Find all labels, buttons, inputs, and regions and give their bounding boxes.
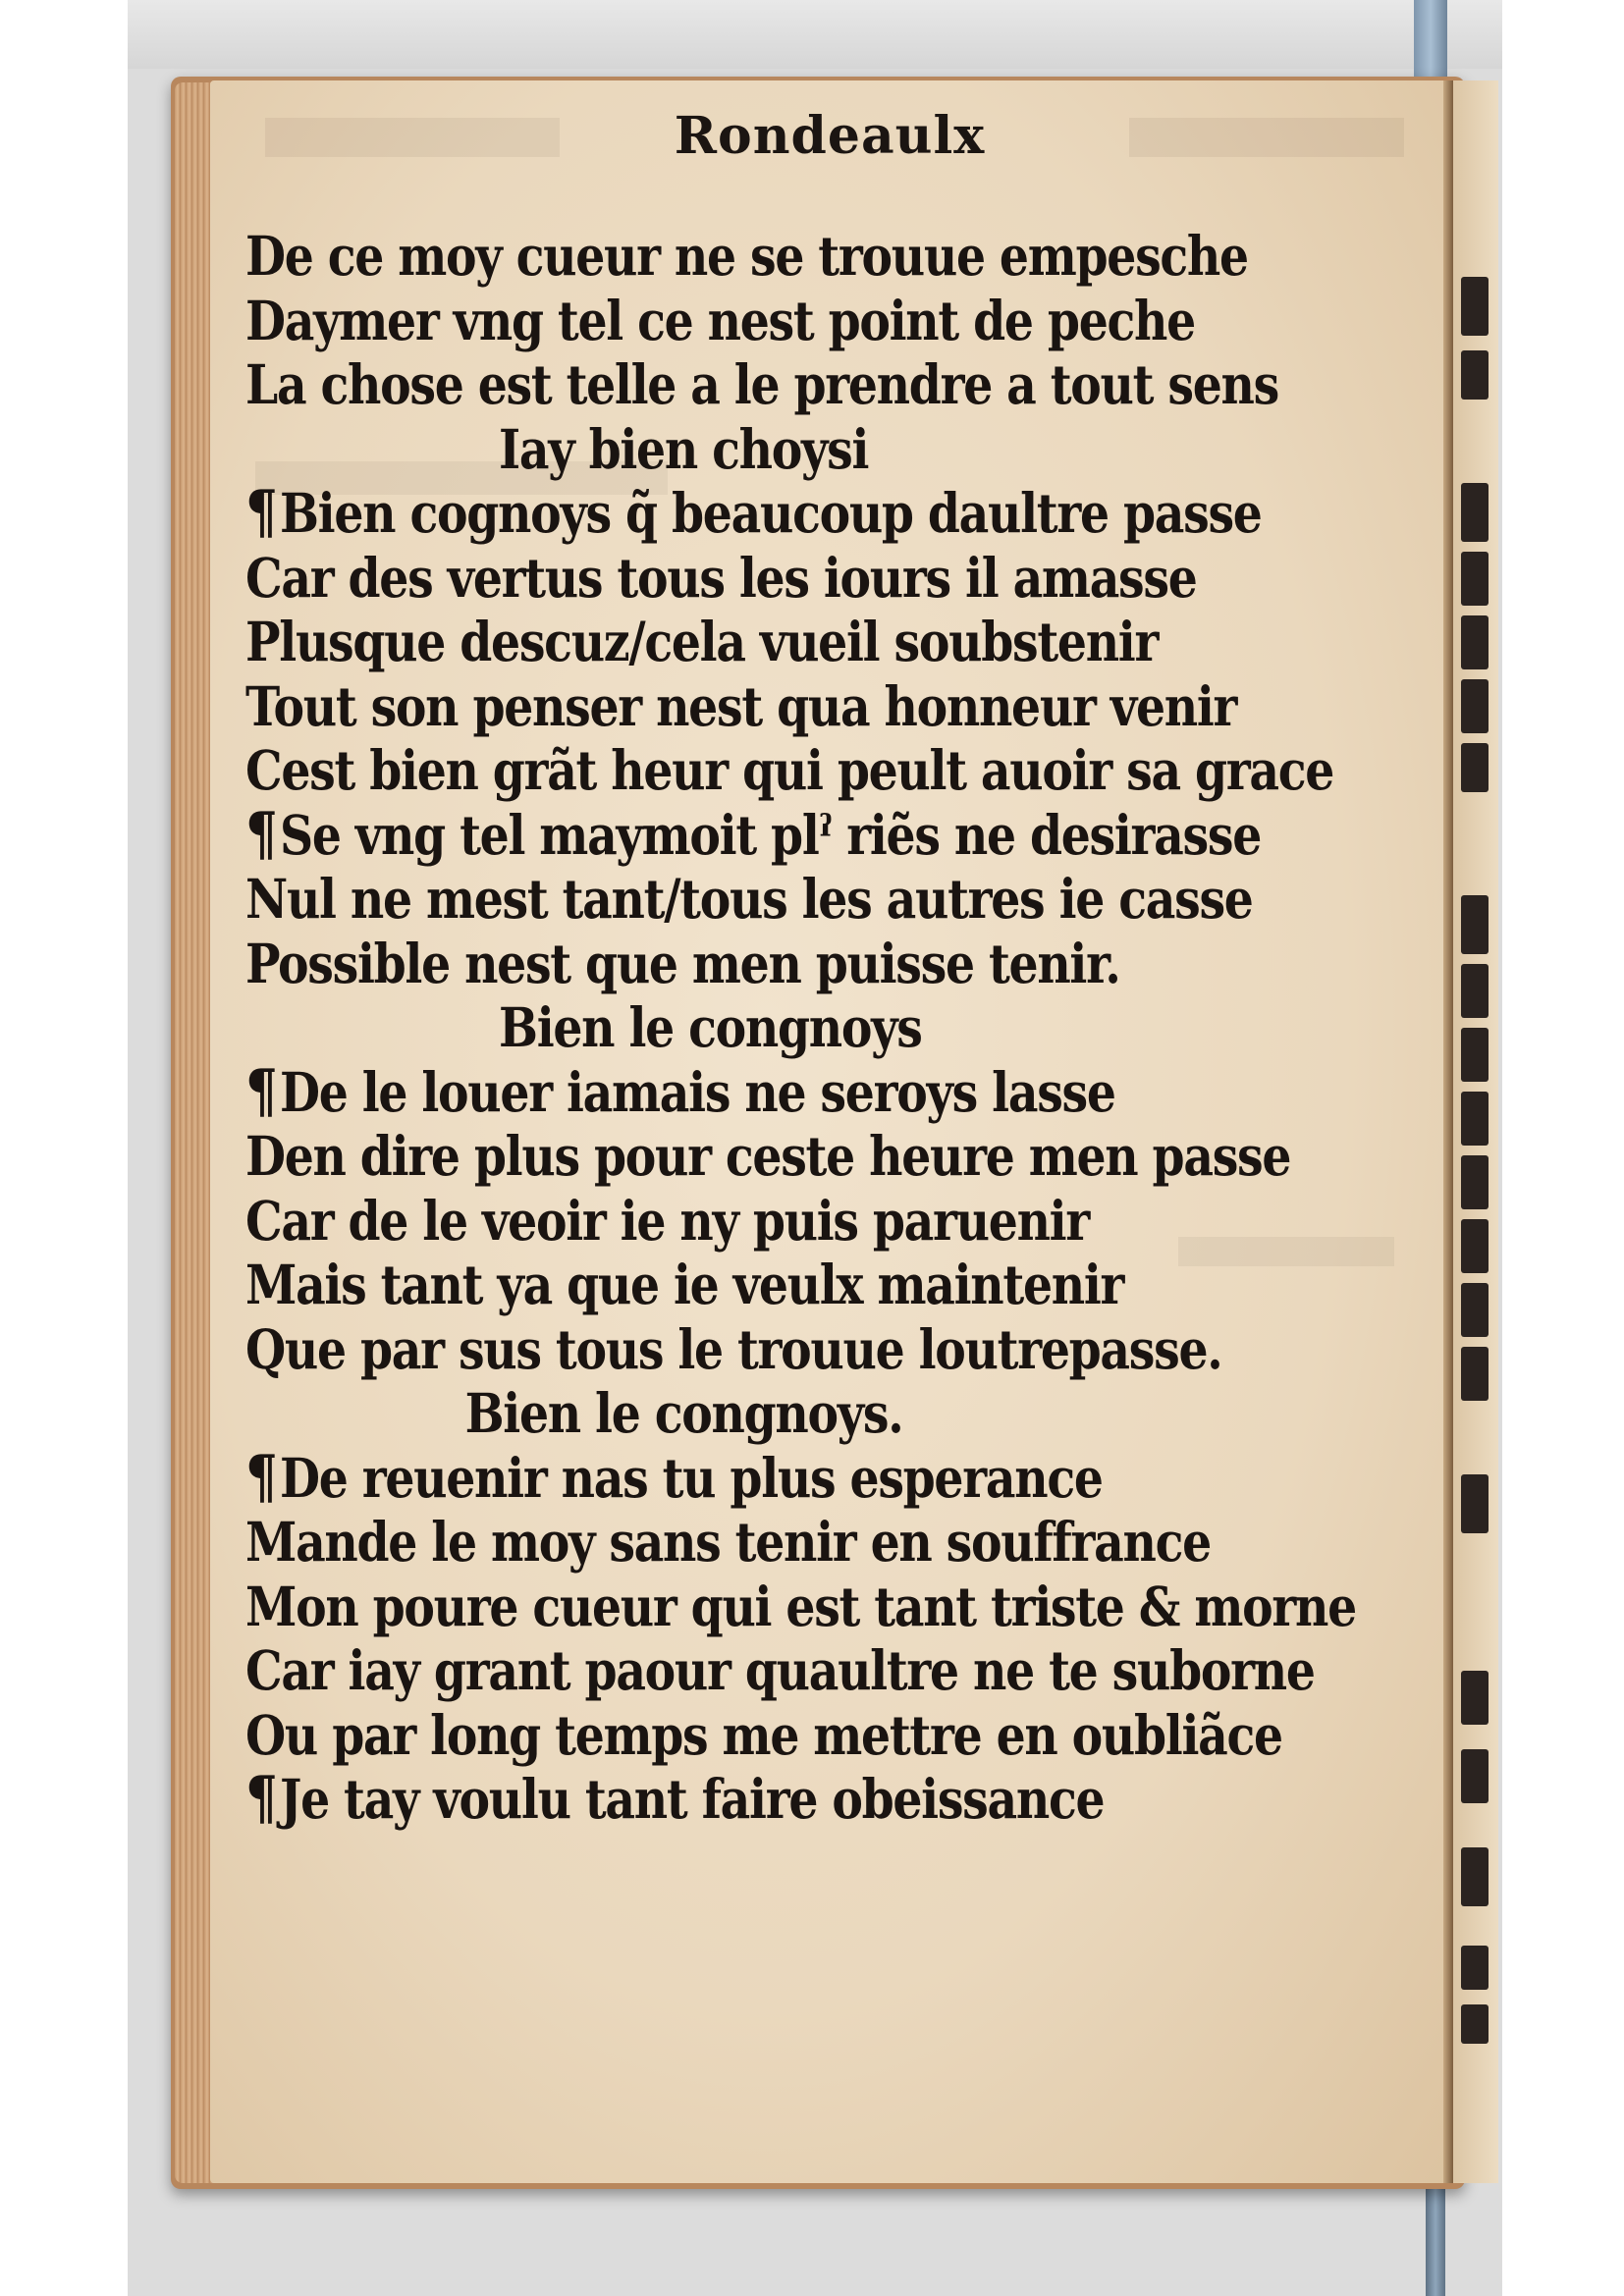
pilcrow-mark: ¶ xyxy=(245,1764,277,1833)
facing-letter-fragment xyxy=(1461,615,1489,669)
line-text: Se vng tel maymoit plˀ riẽs ne desirasse xyxy=(279,802,1262,867)
facing-page-sliver xyxy=(1453,80,1498,2183)
facing-letter-fragment xyxy=(1461,1749,1489,1803)
facing-letter-fragment xyxy=(1461,679,1489,733)
refrain-line xyxy=(245,1381,1275,1446)
verse-line xyxy=(245,1253,1275,1317)
line-text: Car des vertus tous les iours il amasse xyxy=(245,545,1197,610)
running-title: Rondeaulx xyxy=(674,106,986,166)
facing-letter-fragment xyxy=(1461,1092,1489,1146)
verse-line xyxy=(245,867,1275,932)
line-text: Mon poure cueur qui est tant triste & morne xyxy=(245,1574,1356,1638)
verse-line xyxy=(245,610,1275,674)
facing-letter-fragment xyxy=(1461,895,1489,954)
pilcrow-mark: ¶ xyxy=(245,1442,277,1512)
line-text: Nul ne mest tant/tous les autres ie casse xyxy=(245,867,1253,931)
verse-line xyxy=(245,1638,1315,1703)
verse-line xyxy=(245,1702,1282,1768)
scan-shadow xyxy=(128,0,1502,69)
facing-letter-fragment xyxy=(1461,2004,1489,2044)
facing-letter-fragment xyxy=(1461,1847,1489,1906)
line-text: Mande le moy sans tenir en souffrance xyxy=(245,1510,1211,1574)
verse-line xyxy=(245,1764,1275,1833)
facing-letter-fragment xyxy=(1461,1946,1489,1990)
line-text: Possible nest que men puisse tenir. xyxy=(245,931,1120,995)
facing-letter-fragment xyxy=(1461,1028,1489,1082)
verse-line xyxy=(245,738,1334,803)
refrain-line xyxy=(245,995,1275,1060)
line-text: Cest bien grãt heur qui peult auoir sa grace xyxy=(245,738,1334,802)
refrain-line xyxy=(245,417,1275,482)
poem-text xyxy=(245,224,1443,1832)
line-text: Plusque descuz/cela vueil soubstenir xyxy=(245,610,1159,673)
facing-letter-fragment xyxy=(1461,483,1489,542)
line-text: De reuenir nas tu plus esperance xyxy=(279,1445,1103,1510)
facing-letter-fragment xyxy=(1461,1474,1489,1533)
line-text: Daymer vng tel ce nest point de peche xyxy=(245,288,1195,352)
facing-letter-fragment xyxy=(1461,1671,1489,1725)
line-text: Iay bien choysi xyxy=(499,416,869,481)
facing-letter-fragment xyxy=(1461,964,1489,1018)
line-text: La chose est telle a le prendre a tout sens xyxy=(245,352,1278,416)
verse-line xyxy=(245,224,1275,289)
verse-line xyxy=(245,352,1278,417)
facing-letter-fragment xyxy=(1461,1155,1489,1209)
pilcrow-mark: ¶ xyxy=(245,478,277,547)
pilcrow-mark: ¶ xyxy=(245,1056,277,1126)
facing-letter-fragment xyxy=(1461,1283,1489,1337)
line-text: Bien cognoys q̃ beaucoup daultre passe xyxy=(279,481,1262,545)
verse-line xyxy=(245,1442,1275,1512)
line-text: Car iay grant paour quaultre ne te suborne xyxy=(245,1638,1315,1702)
verse-line xyxy=(245,1189,1275,1254)
facing-letter-fragment xyxy=(1461,552,1489,606)
line-text: Ou par long temps me mettre en oubliãce xyxy=(245,1702,1282,1767)
verse-line xyxy=(245,1510,1275,1575)
verse-line xyxy=(245,674,1275,739)
verse-line xyxy=(245,289,1275,353)
line-text: Que par sus tous le trouue loutrepasse. xyxy=(245,1316,1222,1381)
line-text: Den dire plus pour ceste heure men passe xyxy=(245,1124,1291,1188)
line-text: Tout son penser nest qua honneur venir xyxy=(245,673,1237,738)
facing-letter-fragment xyxy=(1461,1347,1489,1401)
pilcrow-mark: ¶ xyxy=(245,799,277,869)
facing-letter-fragment xyxy=(1461,743,1489,792)
verse-line xyxy=(245,1124,1291,1189)
facing-letter-fragment xyxy=(1461,277,1489,336)
line-text: Car de le veoir ie ny puis paruenir xyxy=(245,1188,1089,1253)
line-text: De le louer iamais ne seroys lasse xyxy=(279,1059,1115,1124)
page-gutter xyxy=(1443,80,1453,2183)
verse-line xyxy=(245,799,1275,869)
facing-letter-fragment xyxy=(1461,350,1489,400)
verse-line xyxy=(245,1056,1275,1126)
verse-line xyxy=(245,932,1275,996)
line-text: Mais tant ya que ie veulx maintenir xyxy=(245,1253,1124,1316)
line-text: Je tay voulu tant faire obeissance xyxy=(279,1767,1105,1831)
verse-line xyxy=(245,546,1275,611)
verse-line xyxy=(245,1317,1275,1382)
line-text: De ce moy cueur ne se trouue empesche xyxy=(245,224,1248,288)
line-text: Bien le congnoys xyxy=(499,995,922,1059)
line-text: Bien le congnoys. xyxy=(464,1381,903,1445)
verse-line xyxy=(245,1574,1356,1639)
facing-letter-fragment xyxy=(1461,1219,1489,1273)
verse-line xyxy=(245,478,1275,547)
